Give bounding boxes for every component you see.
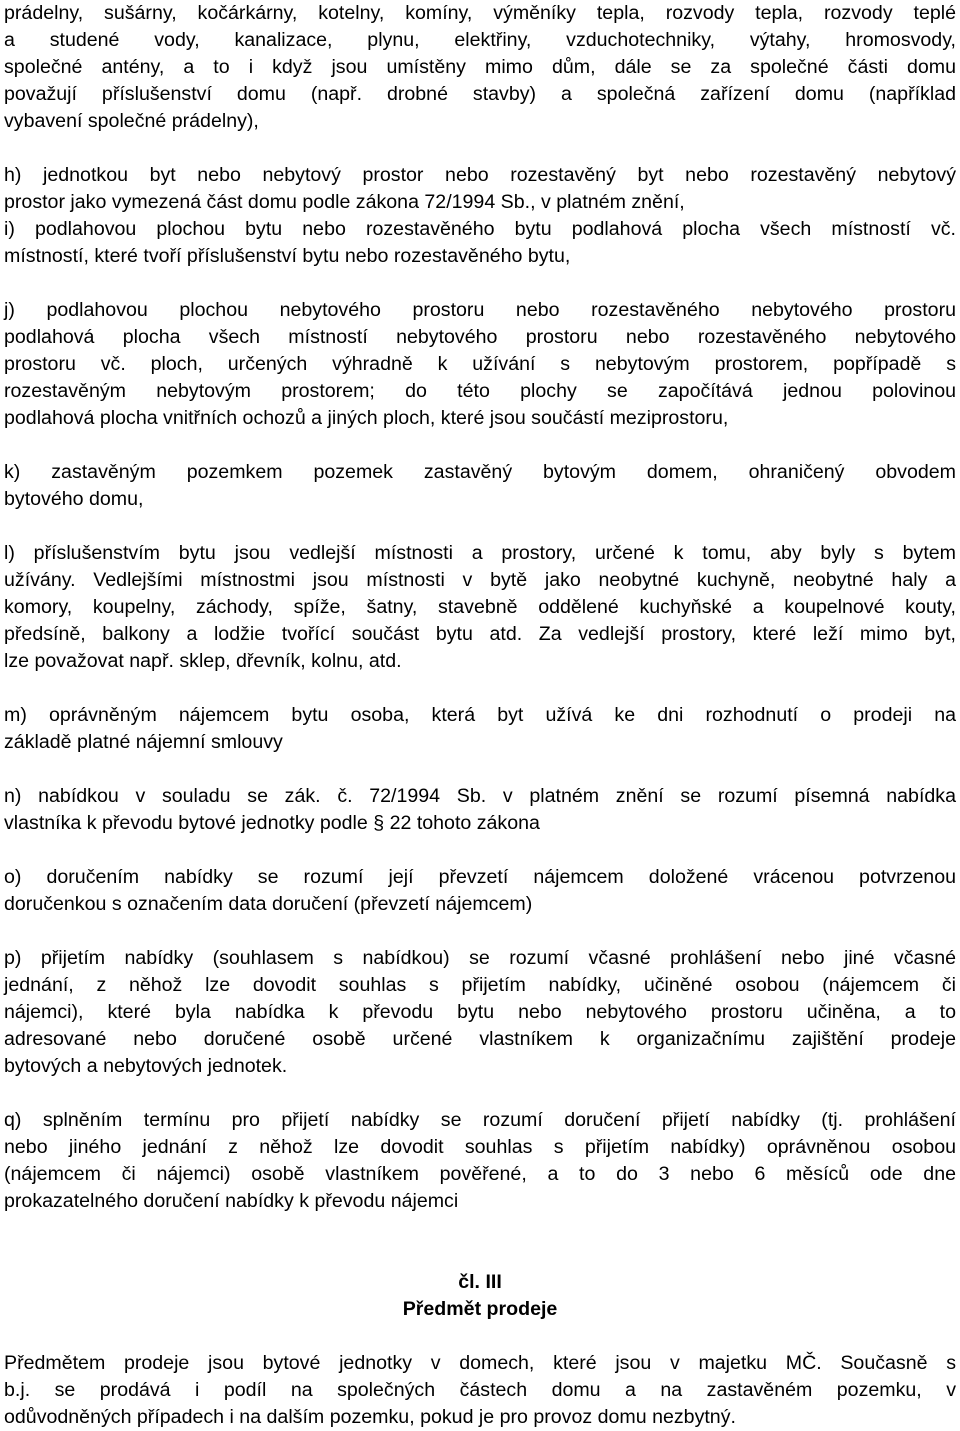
paragraph-o-doruceni-nabidky: [4, 864, 956, 918]
text-line: h) jednotkou byt nebo nebytový prostor nebo rozestavěný byt nebo rozestavěný nebytový: [4, 164, 956, 186]
text-line: podlahová plocha všech místností nebytového prostoru nebo rozestavěného nebytového: [4, 326, 956, 348]
text-line: Předmětem prodeje jsou bytové jednotky v domech, které jsou v majetku MČ. Současně s: [4, 1352, 956, 1374]
paragraph-q-splneni-terminu: [4, 1107, 956, 1215]
text-line: k) zastavěným pozemkem pozemek zastavěný bytovým domem, ohraničený obvodem: [4, 461, 956, 483]
paragraph-gap: [4, 135, 956, 162]
paragraph-predmet-prodeje: [4, 1350, 956, 1431]
paragraph-gap: [4, 918, 956, 945]
text-line: a studené vody, kanalizace, plynu, elektřiny, vzduchotechniky, výtahy, hromosvody,: [4, 29, 956, 51]
text-line: i) podlahovou plochou bytu nebo rozestavěného bytu podlahová plocha všech místností vč.: [4, 218, 956, 240]
text-line: lze považovat např. sklep, dřevník, kolnu, atd.: [4, 650, 402, 672]
text-line: považují příslušenství domu (např. drobné stavby) a společná zařízení domu (například: [4, 83, 956, 105]
text-line: komory, koupelny, záchody, spíže, šatny, stavebně oddělené kuchyňské a koupelnové kouty,: [4, 596, 956, 618]
section-title: Předmět prodeje: [402, 1298, 558, 1320]
text-line: p) přijetím nabídky (souhlasem s nabídkou) se rozumí včasné prohlášení nebo jiné včasné: [4, 947, 956, 969]
text-line: předsíně, balkony a lodžie tvořící součást bytu atd. Za vedlejší prostory, které leží mimo byt,: [4, 623, 956, 645]
text-line: q) splněním termínu pro přijetí nabídky se rozumí doručení přijetí nabídky (tj. prohlášení: [4, 1109, 956, 1131]
text-line: vybavení společné prádelny),: [4, 110, 259, 132]
paragraph-gap: [4, 675, 956, 702]
paragraph-p-prijeti-nabidky: [4, 945, 956, 1080]
section-number: čl. III: [458, 1271, 502, 1293]
text-line: bytového domu,: [4, 488, 144, 510]
paragraph-gap: [4, 1080, 956, 1107]
paragraph-gap: [4, 513, 956, 540]
text-line: m) oprávněným nájemcem bytu osoba, která byt užívá ke dni rozhodnutí o prodeji na: [4, 704, 956, 726]
text-line: prokazatelného doručení nabídky k převodu nájemci: [4, 1190, 459, 1212]
paragraph-gap: [4, 1323, 956, 1350]
paragraph-k-zastaveny-pozemek: [4, 459, 956, 513]
text-line: b.j. se prodává i podíl na společných částech domu a na zastavěném pozemku, v: [4, 1379, 956, 1401]
paragraph-gap: [4, 270, 956, 297]
text-line: rozestavěným nebytovým prostorem; do této plochy se započítává jednou polovinou: [4, 380, 956, 402]
paragraph-common-parts: [4, 0, 956, 135]
paragraph-n-nabidka: [4, 783, 956, 837]
text-line: základě platné nájemní smlouvy: [4, 731, 283, 753]
text-line: odůvodněných případech i na dalším pozemku, pokud je pro provoz domu nezbytný.: [4, 1406, 736, 1428]
text-line: bytových a nebytových jednotek.: [4, 1055, 288, 1077]
text-line: n) nabídkou v souladu se zák. č. 72/1994 Sb. v platném znění se rozumí písemná nabídka: [4, 785, 956, 807]
text-line: vlastníka k převodu bytové jednotky podle § 22 tohoto zákona: [4, 812, 540, 834]
text-line: adresované nebo doručené osobě určené vlastníkem k organizačnímu zajištění prodeje: [4, 1028, 956, 1050]
text-line: společné antény, a to i když jsou umístěny mimo dům, dále se za společné části domu: [4, 56, 956, 78]
paragraph-m-opravneny-najemce: [4, 702, 956, 756]
heading-gap: [4, 1242, 956, 1269]
text-line: užívány. Vedlejšími místnostmi jsou místnosti v bytě jako neobytné kuchyně, neobytné haly a: [4, 569, 956, 591]
paragraph-h-jednotka: [4, 162, 956, 216]
paragraph-gap: [4, 756, 956, 783]
text-line: jednání, z něhož lze dovodit souhlas s přijetím nabídky, učiněné osobou (nájemcem či: [4, 974, 956, 996]
text-line: nájemci), které byla nabídka k převodu bytu nebo nebytového prostoru učiněna, a to: [4, 1001, 956, 1023]
text-line: j) podlahovou plochou nebytového prostoru nebo rozestavěného nebytového prostoru: [4, 299, 956, 321]
paragraph-gap: [4, 1215, 956, 1242]
paragraph-l-prislusenstvi-bytu: [4, 540, 956, 675]
document-page: [4, 0, 956, 1431]
text-line: l) příslušenstvím bytu jsou vedlejší místnosti a prostory, určené k tomu, aby byly s bytem: [4, 542, 956, 564]
text-line: (nájemcem či nájemci) osobě vlastníkem pověřené, a to do 3 nebo 6 měsíců ode dne: [4, 1163, 956, 1185]
paragraph-gap: [4, 837, 956, 864]
paragraph-i-podlahova-plocha-bytu: [4, 216, 956, 270]
text-line: místností, které tvoří příslušenství bytu nebo rozestavěného bytu,: [4, 245, 571, 267]
paragraph-gap: [4, 432, 956, 459]
text-line: doručenkou s označením data doručení (převzetí nájemcem): [4, 893, 533, 915]
text-line: prádelny, sušárny, kočárkárny, kotelny, komíny, výměníky tepla, rozvody tepla, rozvody teplé: [4, 2, 956, 24]
text-line: prostor jako vymezená část domu podle zákona 72/1994 Sb., v platném znění,: [4, 191, 685, 213]
paragraph-j-podlahova-plocha-nebytoveho-prostoru: [4, 297, 956, 432]
text-line: nebo jiného jednání z něhož lze dovodit souhlas s přijetím nabídky) oprávněnou osobou: [4, 1136, 956, 1158]
text-line: podlahová plocha vnitřních ochozů a jiných ploch, které jsou součástí meziprostoru,: [4, 407, 729, 429]
text-line: prostoru vč. ploch, určených výhradně k užívání s nebytovým prostorem, popřípadě s: [4, 353, 956, 375]
text-line: o) doručením nabídky se rozumí její převzetí nájemcem doložené vrácenou potvrzenou: [4, 866, 956, 888]
